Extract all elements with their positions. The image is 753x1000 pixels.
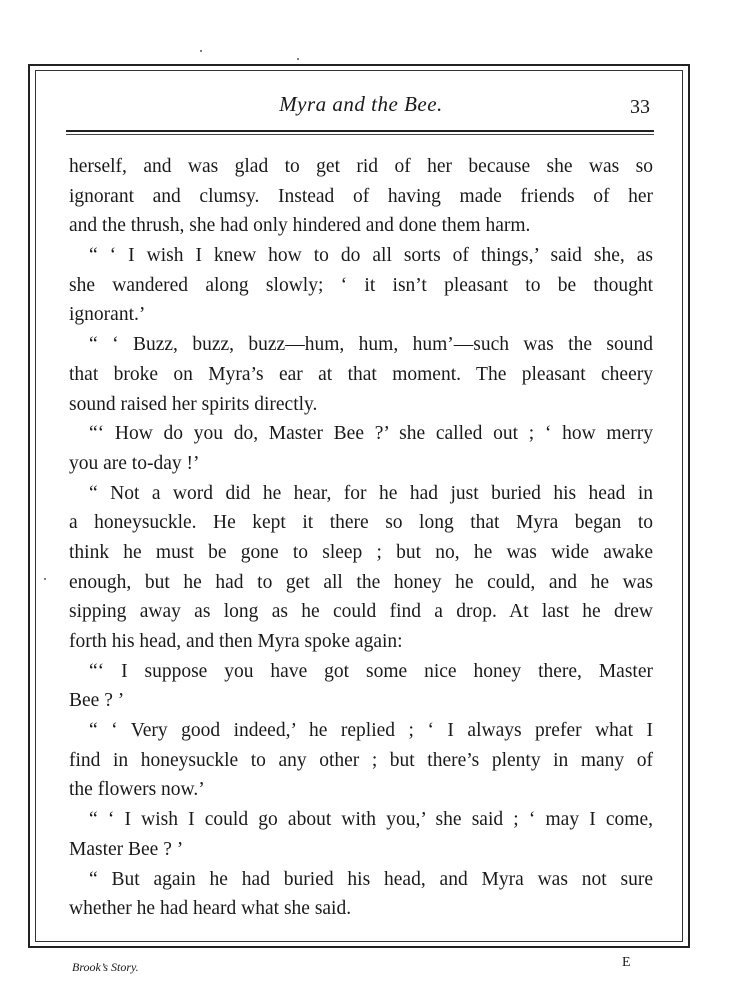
text-line: the flowers now.’ [69,779,205,801]
text-line: sound raised her spirits directly. [69,393,318,415]
text-line: forth his head, and then Myra spoke again: [69,631,403,652]
text-line: and the thrush, she had only hindered and done them harm. [69,215,531,237]
text-line: Bee ? ’ [69,690,125,712]
text-line: a honeysuckle. He kept it there so long that Myra began to [69,512,653,534]
text-line: “ But again he had buried his head, and Myra was not sure [89,868,653,890]
print-speck [297,58,299,60]
text-line: enough, but he had to get all the honey he could, and he was [69,571,653,593]
text-line: ignorant.’ [69,304,146,326]
text-line: whether he had heard what she said. [69,898,352,920]
text-line: “ Not a word did he hear, for he had just buried his head in [89,482,653,504]
page-number: 33 [630,96,650,118]
text-line: sipping away as long as he could find a drop. At last he drew [69,601,653,623]
text-line: herself, and was glad to get rid of her because she was so [69,156,653,177]
text-line: “ ‘ Very good indeed,’ he replied ; ‘ I always prefer what I [89,720,653,742]
text-line: ignorant and clumsy. Instead of having made friends of her [69,185,653,207]
text-line: “ ‘ I wish I knew how to do all sorts of things,’ said she, as [89,245,653,267]
text-line: find in honeysuckle to any other ; but there’s plenty in many of [69,749,653,771]
signature-mark: E [622,955,631,970]
text-line: “ ‘ I wish I could go about with you,’ she said ; ‘ may I come, [89,809,653,831]
text-line: “ ‘ Buzz, buzz, buzz—hum, hum, hum’—such was the sound [89,334,653,356]
text-line: think he must be gone to sleep ; but no, he was wide awake [69,541,653,563]
body-text [69,152,653,924]
footer-signature: Brook’s Story. [72,960,139,974]
print-speck [44,578,46,580]
text-line: “‘ I suppose you have got some nice honey there, Master [89,660,653,682]
running-head [66,86,656,120]
text-line: Master Bee ? ’ [69,838,184,860]
print-speck [200,50,202,52]
text-line: she wandered along slowly; ‘ it isn’t pleasant to be thought [69,274,653,296]
header-rule-thin [66,134,654,135]
running-title: Myra and the Bee. [279,92,443,116]
header-rule-thick [66,130,654,132]
text-line: that broke on Myra’s ear at that moment. The pleasant cheery [69,363,653,385]
text-line: “‘ How do you do, Master Bee ?’ she called out ; ‘ how merry [89,423,653,445]
text-line: you are to-day !’ [69,452,200,474]
